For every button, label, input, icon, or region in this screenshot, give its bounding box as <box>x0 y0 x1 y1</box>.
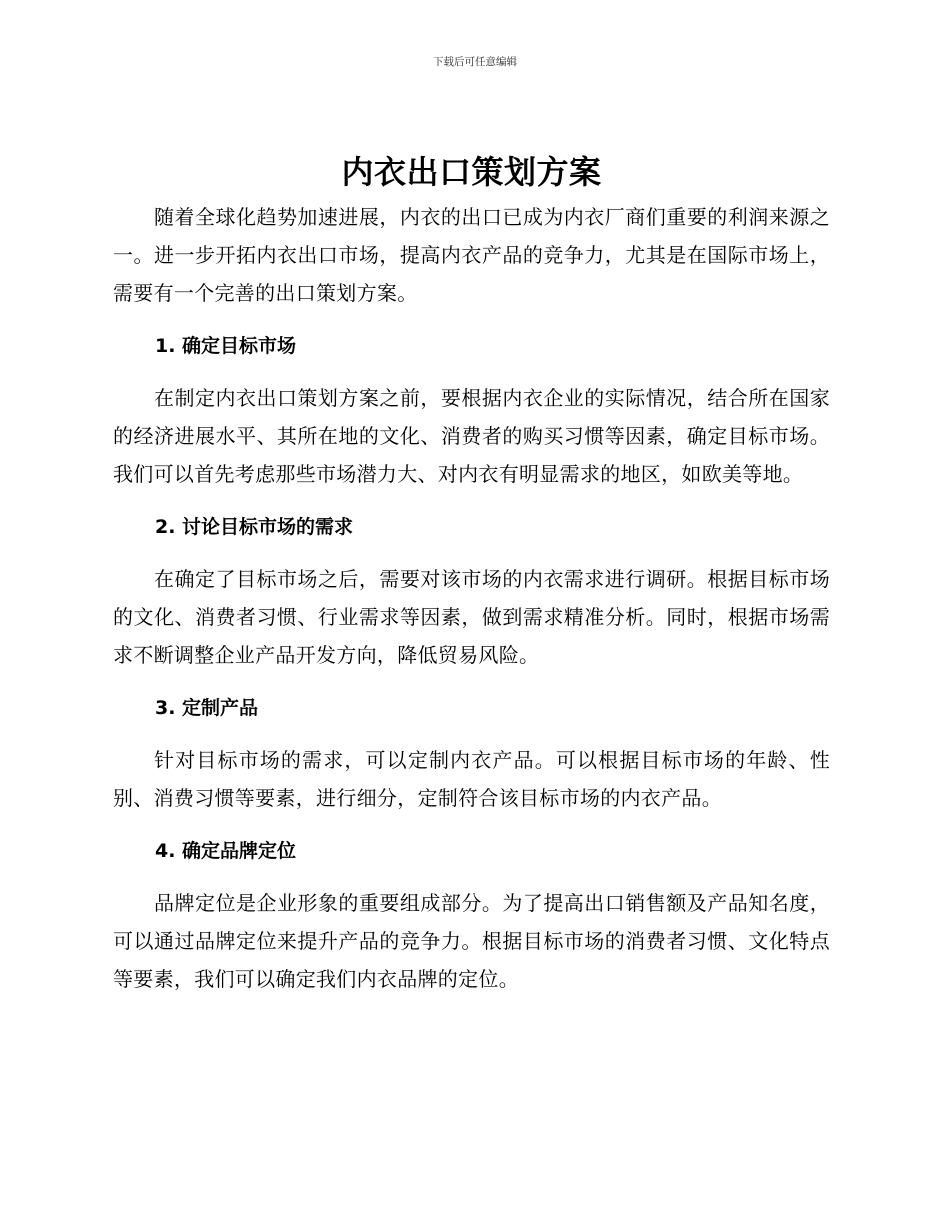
section-3-paragraph: 针对目标市场的需求，可以定制内衣产品。可以根据目标市场的年龄、性别、消费习惯等要素，进行细分，定制符合该目标市场的内衣产品。 <box>113 748 830 810</box>
document-title: 内衣出口策划方案 <box>341 153 602 191</box>
section-2-paragraph: 在确定了目标市场之后，需要对该市场的内衣需求进行调研。根据目标市场的文化、消费者习惯、行业需求等因素，做到需求精准分析。同时，根据市场需求不断调整企业产品开发方向，降低贸易风险。 <box>113 567 830 667</box>
section-1-paragraph: 在制定内衣出口策划方案之前，要根据内衣企业的实际情况，结合所在国家的经济进展水平、其所在地的文化、消费者的购买习惯等因素，确定目标市场。我们可以首先考虑那些市场潜力大、对内衣有明显需求的地区，如欧美等地。 <box>113 386 830 486</box>
section-4-paragraph: 品牌定位是企业形象的重要组成部分。为了提高出口销售额及产品知名度，可以通过品牌定位来提升产品的竞争力。根据目标市场的消费者习惯、文化特点等要素，我们可以确定我们内衣品牌的定位。 <box>113 891 830 991</box>
intro-paragraph: 随着全球化趋势加速进展，内衣的出口已成为内衣厂商们重要的利润来源之一。进一步开拓内衣出口市场，提高内衣产品的竞争力，尤其是在国际市场上，需要有一个完善的出口策划方案。 <box>113 205 830 305</box>
document-body <box>113 148 830 998</box>
section-1-heading: 1. 确定目标市场 <box>155 335 297 357</box>
header-note: 下载后可任意编辑 <box>433 56 517 68</box>
section-2-heading: 2. 讨论目标市场的需求 <box>155 516 354 538</box>
section-4-heading: 4. 确定品牌定位 <box>155 840 297 862</box>
section-3-heading: 3. 定制产品 <box>155 697 259 719</box>
